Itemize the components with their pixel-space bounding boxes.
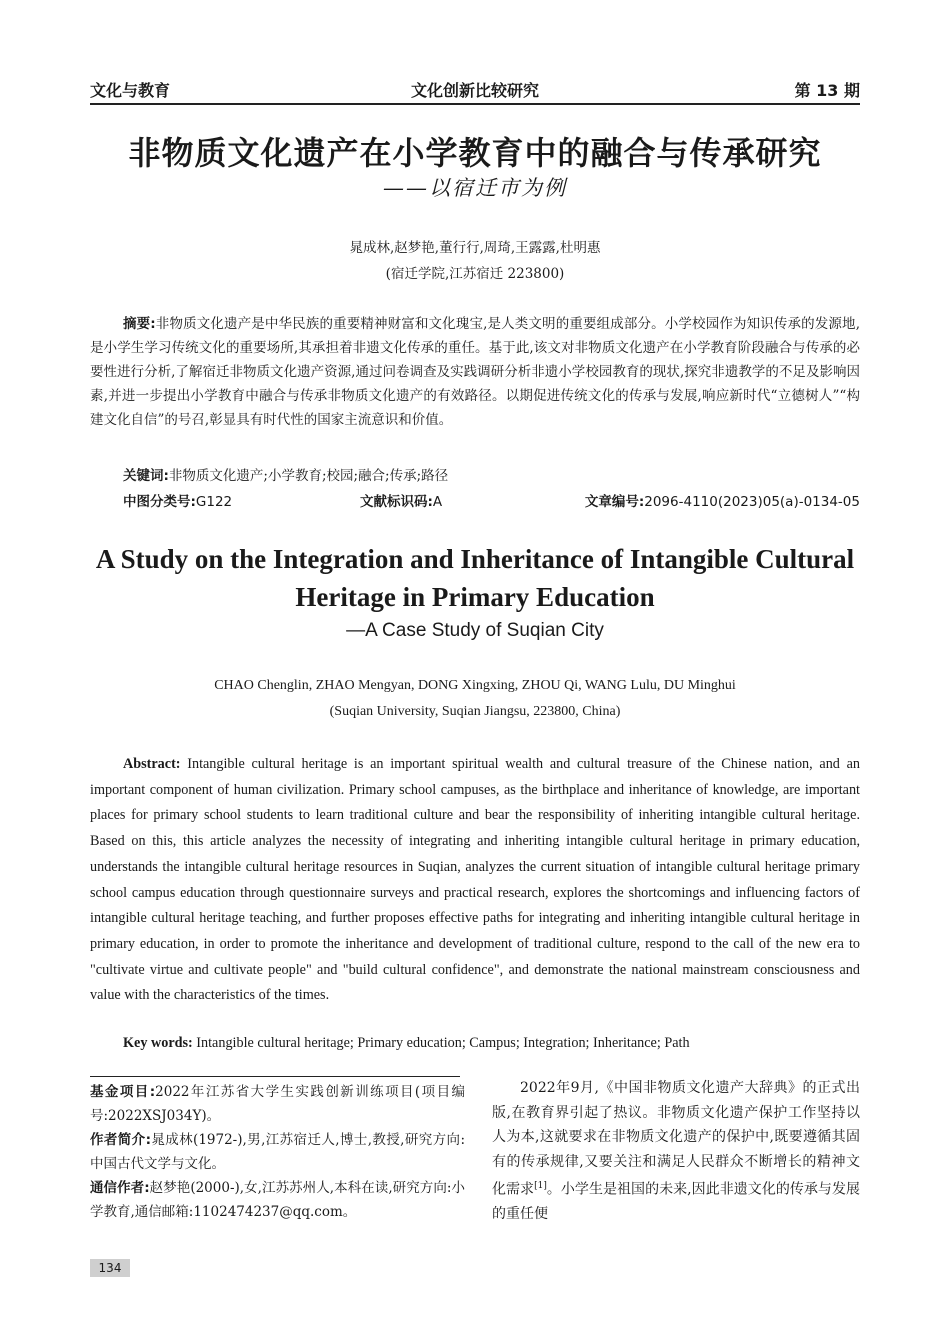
citation-ref: [1]	[534, 1181, 547, 1191]
cn-keywords-label: 关键词:	[123, 468, 169, 484]
body-text-2: 。小学生是祖国的未来,因此非遗文化的传承与发展的重任便	[492, 1181, 860, 1223]
cn-abstract	[90, 312, 860, 432]
clc-label: 中图分类号:	[123, 494, 196, 510]
header-section-name: 文化与教育	[90, 81, 171, 100]
en-keywords-text: Intangible cultural heritage; Primary education; Campus; Integration; Inheritance; Path	[196, 1035, 690, 1051]
footnote-funding	[90, 1080, 465, 1128]
doc-code	[360, 490, 442, 510]
cn-abstract-text: 非物质文化遗产是中华民族的重要精神财富和文化瑰宝,是人类文明的重要组成部分。小学校园作为知识传承的发源地,是小学生学习传统文化的重要场所,其承担着非遗文化传承的重任。基于此,该文对非物质文化遗产在小学教育阶段融合与传承的必要性进行分析,了解宿迁非物质文化遗产资源,通过问卷调查及实践调研分析非遗小学校园教育的现状,探究非遗教学的不足及影响因素,并进一步提出小学教育中融合与传承非物质文化遗产的有效路径。以期促进传统文化的传承与发展,响应新时代“立德树人”“构建文化自信”的号召,彰显具有时代性的国家主流意识和价值。	[90, 316, 860, 428]
article-number-label: 文章编号:	[584, 494, 645, 510]
cn-title: 非物质文化遗产在小学教育中的融合与传承研究	[128, 134, 822, 172]
doc-code-value: A	[432, 494, 443, 510]
en-authors: CHAO Chenglin, ZHAO Mengyan, DONG Xingxing, ZHOU Qi, WANG Lulu, DU Minghui	[214, 678, 736, 693]
cn-affiliation: (宿迁学院,江苏宿迁 223800)	[385, 266, 565, 282]
footnotes	[90, 1080, 465, 1224]
footnote-rule	[90, 1076, 460, 1077]
footnote-author	[90, 1128, 465, 1176]
body-paragraph	[492, 1076, 860, 1227]
article-number-value: 2096-4110(2023)05(a)-0134-05	[644, 494, 860, 510]
footnote-correspondence-label: 通信作者:	[90, 1180, 150, 1196]
clc-value: G122	[195, 494, 233, 510]
header-issue: 第 13 期	[794, 81, 860, 100]
footnote-correspondence-text: 赵梦艳(2000-),女,江苏苏州人,本科在读,研究方向:小学教育,通信邮箱:1102474237@qq.com。	[90, 1180, 465, 1220]
doc-code-label: 文献标识码:	[360, 494, 433, 510]
en-title: A Study on the Integration and Inheritance of Intangible Cultural Heritage in Primary Education	[95, 544, 855, 612]
cn-authors: 晁成林,赵梦艳,董行行,周琦,王露露,杜明惠	[349, 240, 601, 256]
body-text-1: 2022年9月,《中国非物质文化遗产大辞典》的正式出版,在教育界引起了热议。非物质文化遗产保护工作坚持以人为本,这就要求在非物质文化遗产的保护中,既要遵循其固有的传承规律,又要关注和满足人民群众不断增长的精神文化需求	[492, 1080, 860, 1198]
footnote-author-text: 晁成林(1972-),男,江苏宿迁人,博士,教授,研究方向:中国古代文学与文化。	[90, 1132, 465, 1172]
en-abstract	[90, 752, 860, 1009]
cn-keywords-text: 非物质文化遗产;小学教育;校园;融合;传承;路径	[168, 468, 449, 484]
footnote-author-label: 作者简介:	[90, 1132, 151, 1148]
en-abstract-label: Abstract:	[123, 756, 181, 772]
header-rule	[90, 103, 860, 105]
en-keywords	[123, 1035, 860, 1052]
footnote-funding-text: 2022年江苏省大学生实践创新训练项目(项目编号:2022XSJ034Y)。	[90, 1084, 465, 1124]
clc-code	[123, 490, 232, 510]
article-number	[585, 490, 860, 510]
page-number: 134	[90, 1259, 130, 1277]
en-subtitle: —A Case Study of Suqian City	[346, 620, 604, 641]
cn-abstract-label: 摘要:	[123, 316, 156, 332]
cn-keywords	[123, 464, 860, 484]
running-header	[90, 78, 860, 100]
header-journal-name: 文化创新比较研究	[410, 81, 539, 100]
footnote-correspondence	[90, 1176, 465, 1224]
footnote-funding-label: 基金项目:	[90, 1084, 156, 1100]
en-abstract-text: Intangible cultural heritage is an important spiritual wealth and cultural treasure of the Chinese nation, and an important component of human civilization. Primary school campuses, as the birthplace and inheritance of knowledge, are important places for primary school students to learn traditional culture and bear the responsibility of inheriting intangible cultural heritage. Based on this, this article analyzes the necessity of integrating and inheriting intangible cultural heritage in primary education, understands the intangible cultural heritage resources in Suqian, analyzes the current situation of intangible cultural heritage primary school campus education through questionnaire surveys and practical research, explores the shortcomings and influencing factors of intangible cultural heritage teaching, and further proposes effective paths for integrating and inheriting intangible cultural heritage in primary education, in order to promote the inheritance and development of traditional culture, respond to the call of the new era to "cultivate virtue and cultivate people" and "build cultural confidence", and demonstrate the national mainstream consciousness and value with the characteristics of the times.	[90, 756, 861, 1004]
en-keywords-label: Key words:	[123, 1035, 193, 1051]
en-affiliation: (Suqian University, Suqian Jiangsu, 223800, China)	[329, 704, 621, 719]
classification-row	[123, 490, 860, 512]
cn-subtitle: ——以宿迁市为例	[383, 176, 567, 200]
